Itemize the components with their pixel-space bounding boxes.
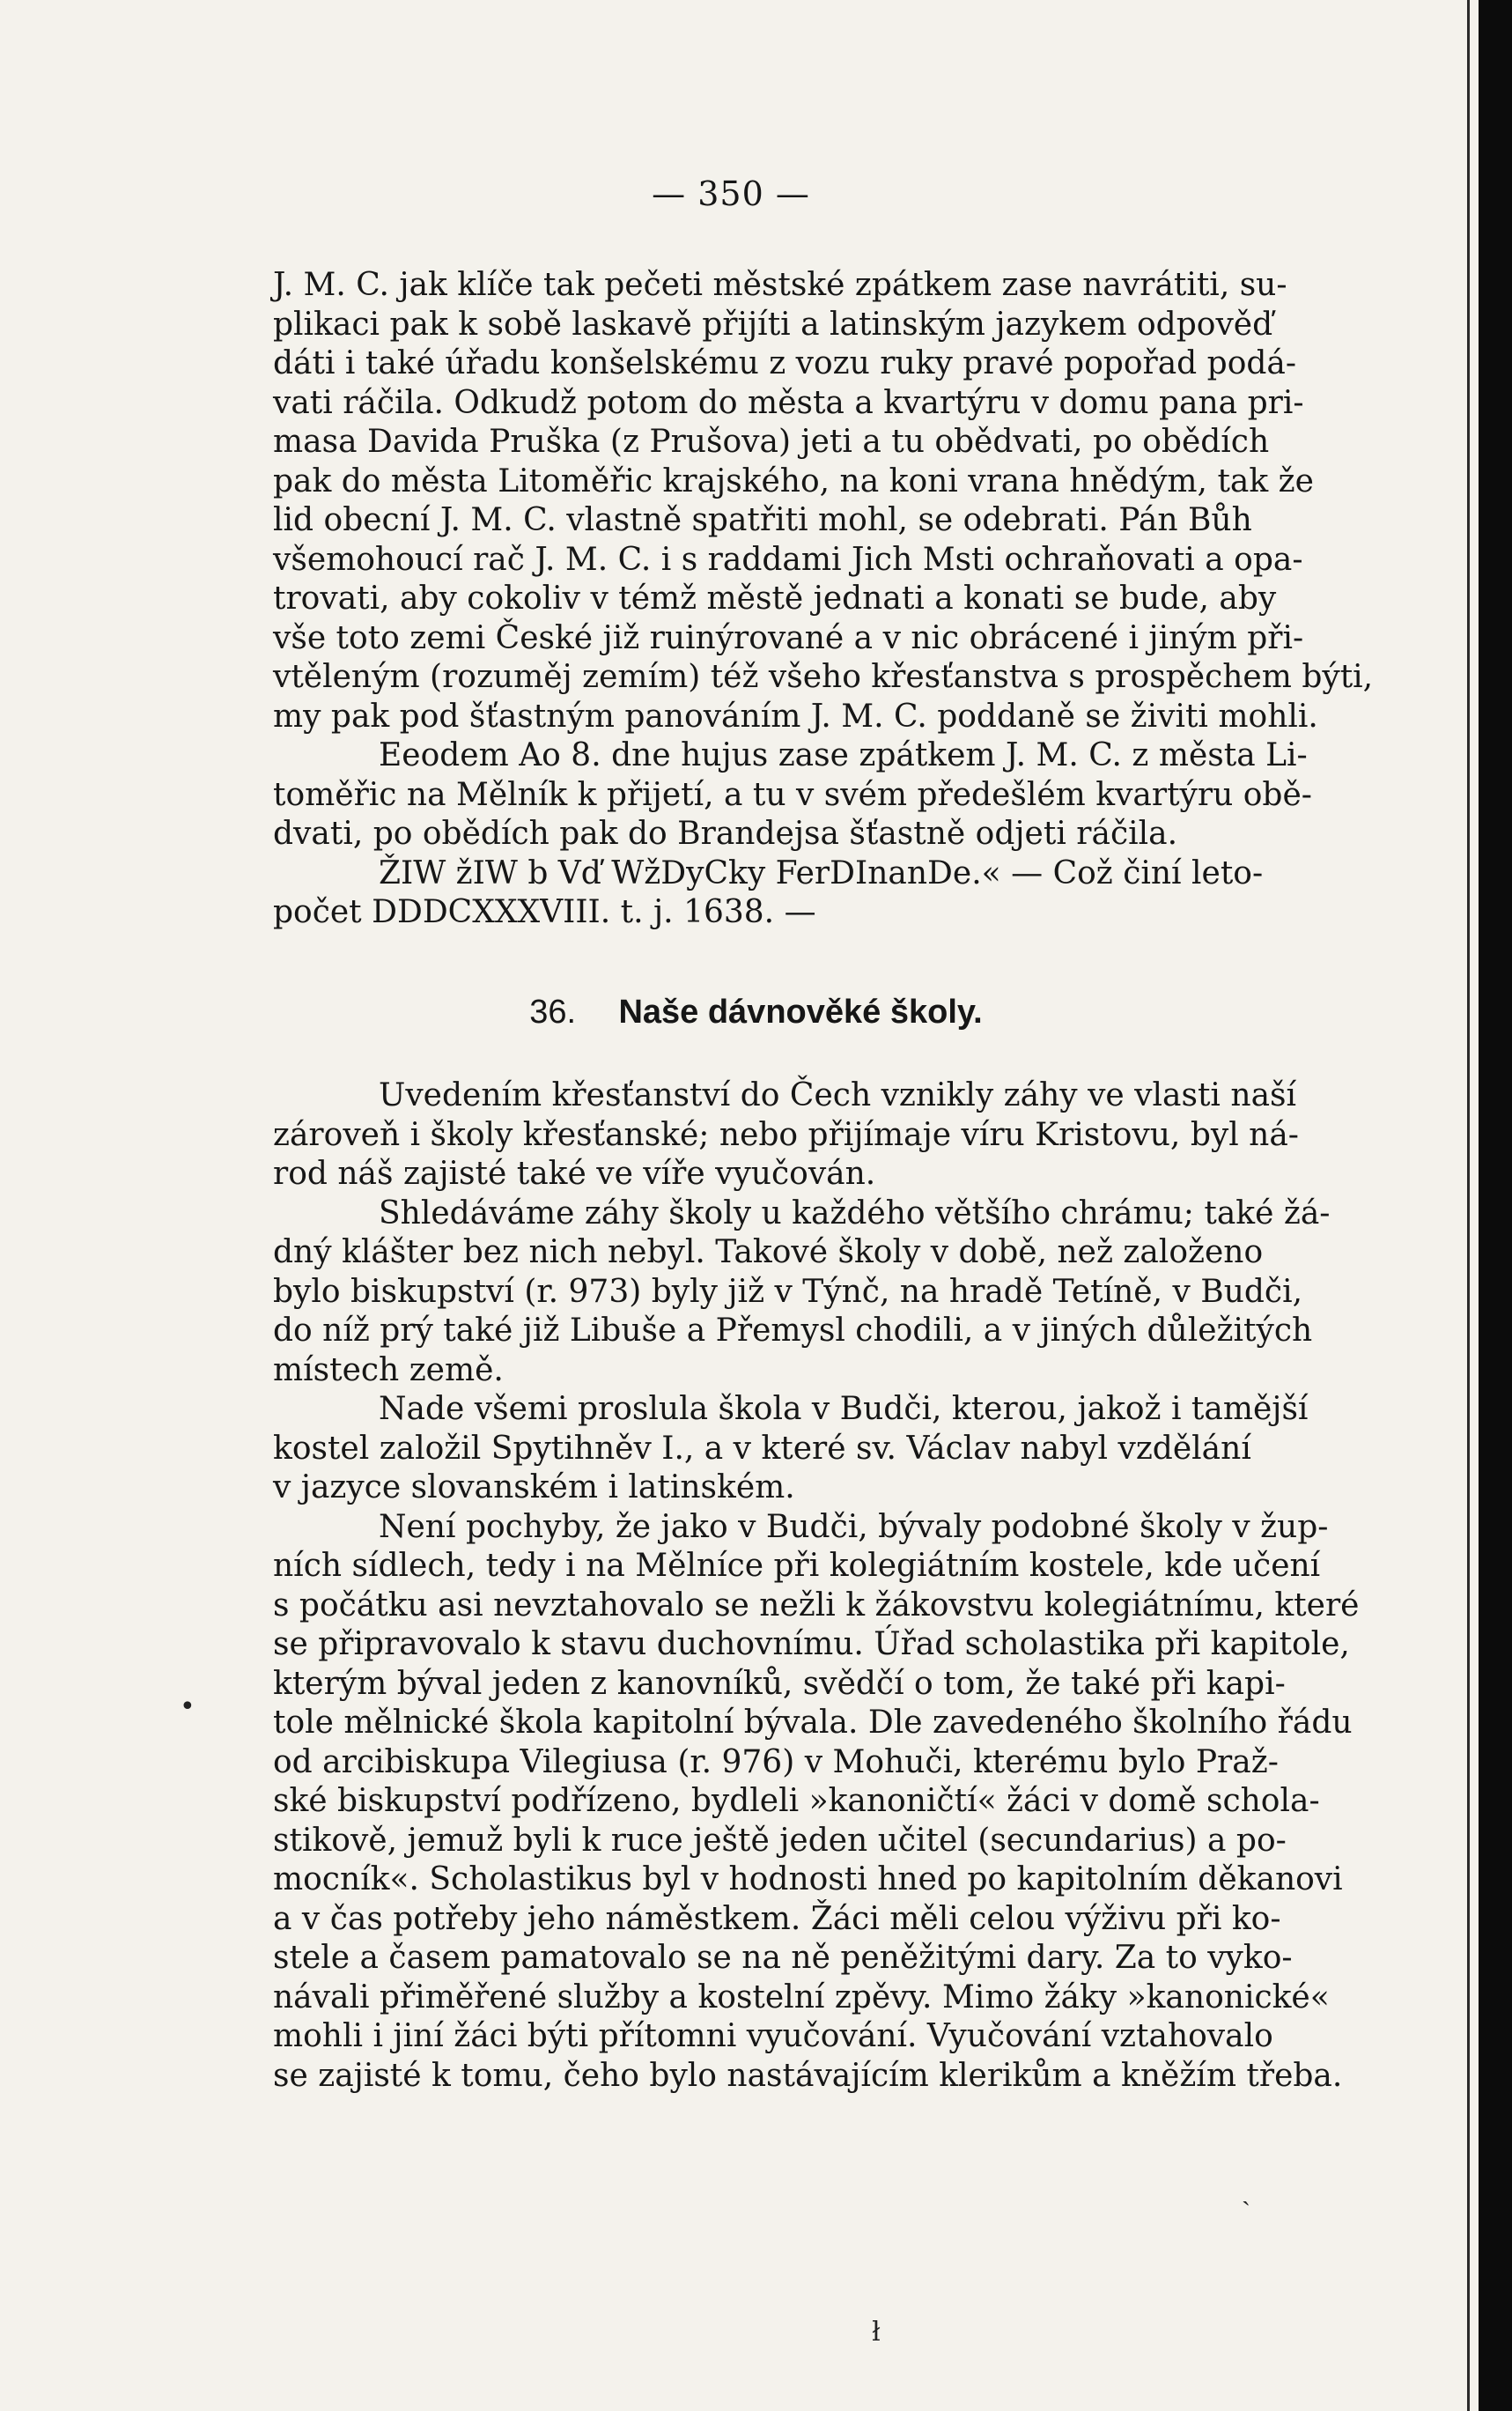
text-line: vtěleným (rozuměj zemím) též všeho křesťanstva s prospěchem býti, <box>273 659 1374 695</box>
text-line: my pak pod šťastným panováním J. M. C. poddaně se živiti mohli. <box>273 698 1318 735</box>
stray-dot-mark: • <box>180 1691 195 1722</box>
text-line: se připravovalo k stavu duchovnímu. Úřad scholastika při kapitole, <box>273 1626 1350 1662</box>
chapter-heading <box>0 992 1512 1032</box>
text-line: zároveň i školy křesťanské; nebo přijímaje víru Kristovu, byl ná- <box>273 1116 1299 1153</box>
bottom-page-mark: ł <box>872 2317 881 2348</box>
section-2-text <box>273 1076 1393 2096</box>
text-line: s počátku asi nevztahovalo se nežli k žákovstvu kolegiátnímu, které <box>273 1586 1360 1623</box>
text-line: kterým býval jeden z kanovníků, svědčí o tom, že také při kapi- <box>273 1665 1286 1702</box>
text-line: mocník«. Scholastikus byl v hodnosti hned po kapitolním děkanovi <box>273 1861 1343 1897</box>
text-line: všemohoucí rač J. M. C. i s raddami Jich Msti ochraňovati a opa- <box>273 541 1303 578</box>
text-line: tole mělnické škola kapitolní bývala. Dle zavedeného školního řádu <box>273 1705 1353 1741</box>
text-line: se zajisté k tomu, čeho bylo nastávajícím klerikům a kněžím třeba. <box>273 2057 1343 2094</box>
chapter-number: 36. <box>529 994 577 1031</box>
text-line: dvati, po obědích pak do Brandejsa šťastně odjeti ráčila. <box>273 816 1178 852</box>
text-line: Shledáváme záhy školy u každého většího chrámu; také žá- <box>379 1194 1331 1231</box>
text-line: J. M. C. jak klíče tak pečeti městské zpátkem zase navrátiti, su- <box>273 267 1287 303</box>
text-line: kostel založil Spytihněv I., a v které sv. Václav nabyl vzdělání <box>273 1430 1251 1467</box>
stray-tick-mark: ˏ <box>1242 2176 1250 2207</box>
text-line: dáti i také úřadu konšelskému z vozu ruky pravé popořad podá- <box>273 345 1297 381</box>
text-line: Nade všemi proslula škola v Budči, kterou, jakož i tamější <box>379 1391 1309 1427</box>
text-line: mohli i jiní žáci býti přítomni vyučování. Vyučování vztahovalo <box>273 2018 1273 2054</box>
text-line: od arcibiskupa Vilegiusa (r. 976) v Mohuči, kterému bylo Praž- <box>273 1743 1279 1780</box>
paragraph <box>273 1194 1393 1391</box>
text-line: stikově, jemuž byli k ruce ještě jeden učitel (secundarius) a po- <box>273 1822 1287 1859</box>
text-line: plikaci pak k sobě laskavě přijíti a latinským jazykem odpověď <box>273 306 1273 343</box>
text-line: bylo biskupství (r. 973) byly již v Týnč, na hradě Tetíně, v Budči, <box>273 1273 1303 1310</box>
paragraph <box>273 1508 1393 2097</box>
text-line: vati ráčila. Odkudž potom do města a kvartýru v domu pana pri- <box>273 384 1304 421</box>
text-line: dný klášter bez nich nebyl. Takové školy v době, než založeno <box>273 1234 1264 1270</box>
chapter-title: Naše dávnověké školy. <box>618 994 983 1031</box>
text-line: ské biskupství podřízeno, bydleli »kanoničtí« žáci v domě schola- <box>273 1783 1320 1819</box>
paragraph <box>273 1076 1393 1194</box>
text-line: vše toto zemi České již ruinýrované a v nic obrácené i jiným při- <box>273 619 1304 656</box>
text-line: ních sídlech, tedy i na Mělníce při kolegiátním kostele, kde učení <box>273 1548 1321 1584</box>
text-line: toměřic na Mělník k přijetí, a tu v svém předešlém kvartýru obě- <box>273 776 1312 813</box>
text-line: pak do města Litoměřic krajského, na koni vrana hnědým, tak že <box>273 462 1314 499</box>
text-line: stele a časem pamatovalo se na ně peněžitými dary. Za to vyko- <box>273 1940 1293 1976</box>
text-line: trovati, aby cokoliv v témž městě jednati a konati se bude, aby <box>273 581 1277 617</box>
text-line: lid obecní J. M. C. vlastně spatřiti mohl, se odebrati. Pán Bůh <box>273 502 1252 538</box>
text-line: Eeodem Ao 8. dne hujus zase zpátkem J. M. C. z města Li- <box>379 737 1308 773</box>
text-line: místech země. <box>273 1351 504 1388</box>
scan-dark-edge <box>1479 0 1512 2411</box>
text-line: v jazyce slovanském i latinském. <box>273 1469 795 1505</box>
text-line: Není pochyby, že jako v Budči, bývaly podobné školy v žup- <box>379 1508 1329 1545</box>
text-line: do níž prý také již Libuše a Přemysl chodili, a v jiných důležitých <box>273 1313 1313 1349</box>
page-number: — 350 — <box>652 174 810 213</box>
section-1-text <box>273 266 1393 933</box>
text-line: rod náš zajisté také ve víře vyučován. <box>273 1156 876 1192</box>
paragraph <box>273 1390 1393 1508</box>
text-line: masa Davida Pruška (z Prušova) jeti a tu obědvati, po obědích <box>273 424 1270 460</box>
text-line: Uvedením křesťanství do Čech vznikly záhy ve vlasti naší <box>379 1077 1297 1113</box>
text-line: počet DDDCXXXVIII. t. j. 1638. — <box>273 894 816 930</box>
text-line: a v čas potřeby jeho náměstkem. Žáci měli celou výživu při ko- <box>273 1900 1281 1937</box>
text-line: návali přiměřené služby a kostelní zpěvy. Mimo žáky »kanonické« <box>273 1978 1330 2015</box>
binding-edge-line <box>1467 0 1470 2411</box>
text-line: ŽIW žIW b Vď WžDyCky FerDInanDe.« — Což činí leto- <box>379 854 1264 891</box>
